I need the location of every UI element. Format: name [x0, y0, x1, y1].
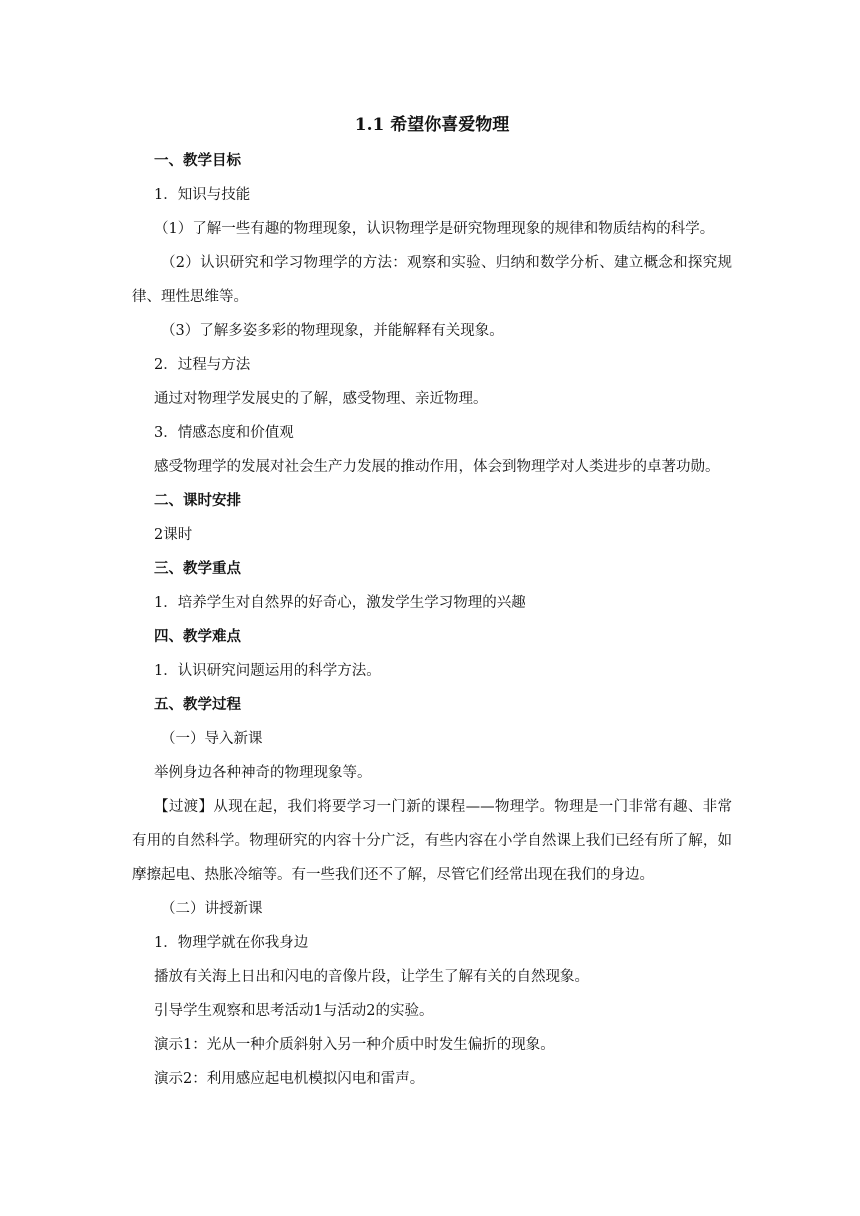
objective-item-1: （1）了解一些有趣的物理现象，认识物理学是研究物理现象的规律和物质结构的科学。: [154, 221, 715, 237]
subsection-attitude-values: 3．情感态度和价值观: [154, 425, 294, 441]
subsection-knowledge-skills: 1．知识与技能: [154, 187, 251, 203]
section-heading-objectives: 一、教学目标: [154, 152, 241, 169]
section-heading-process: 五、教学过程: [154, 696, 241, 713]
section-heading-difficulties: 四、教学难点: [154, 628, 241, 645]
process-step-intro-heading: （一）导入新课: [161, 731, 263, 747]
process-step-teaching-heading: （二）讲授新课: [161, 901, 263, 917]
process-method-text: 通过对物理学发展史的了解，感受物理、亲近物理。: [154, 391, 488, 407]
difficulty-item-1: 1．认识研究问题运用的科学方法。: [154, 663, 381, 679]
process-step-intro-text: 举例身边各种神奇的物理现象等。: [154, 765, 372, 781]
objective-item-3: （3）了解多姿多彩的物理现象，并能解释有关现象。: [161, 323, 504, 339]
teaching-topic-1-guide: 引导学生观察和思考活动1与活动2的实验。: [154, 1003, 434, 1019]
subsection-process-method: 2．过程与方法: [154, 357, 251, 373]
teaching-topic-1-media: 播放有关海上日出和闪电的音像片段，让学生了解有关的自然现象。: [154, 969, 589, 985]
teaching-topic-1: 1．物理学就在你我身边: [154, 935, 309, 951]
key-point-item-1: 1．培养学生对自然界的好奇心，激发学生学习物理的兴趣: [154, 595, 526, 611]
attitude-values-text: 感受物理学的发展对社会生产力发展的推动作用，体会到物理学对人类进步的卓著功勋。: [154, 459, 720, 475]
document-body: [132, 110, 732, 1096]
objective-item-2: （2）认识研究和学习物理学的方法：观察和实验、归纳和数学分析、建立概念和探究规律、理性思维等。: [132, 255, 732, 305]
schedule-text: 2课时: [154, 527, 193, 543]
section-heading-key-points: 三、教学重点: [154, 560, 241, 577]
section-heading-schedule: 二、课时安排: [154, 492, 241, 509]
transition-paragraph: 【过渡】从现在起，我们将要学习一门新的课程——物理学。物理是一门非常有趣、非常有用的自然科学。物理研究的内容十分广泛，有些内容在小学自然课上我们已经有所了解，如摩擦起电、热胀冷缩等。有一些我们还不了解，尽管它们经常出现在我们的身边。: [132, 799, 732, 883]
demo-1-text: 演示1：光从一种介质斜射入另一种介质中时发生偏折的现象。: [154, 1037, 555, 1053]
document-title: 1.1 希望你喜爱物理: [354, 115, 510, 135]
demo-2-text: 演示2：利用感应起电机模拟闪电和雷声。: [154, 1071, 425, 1087]
